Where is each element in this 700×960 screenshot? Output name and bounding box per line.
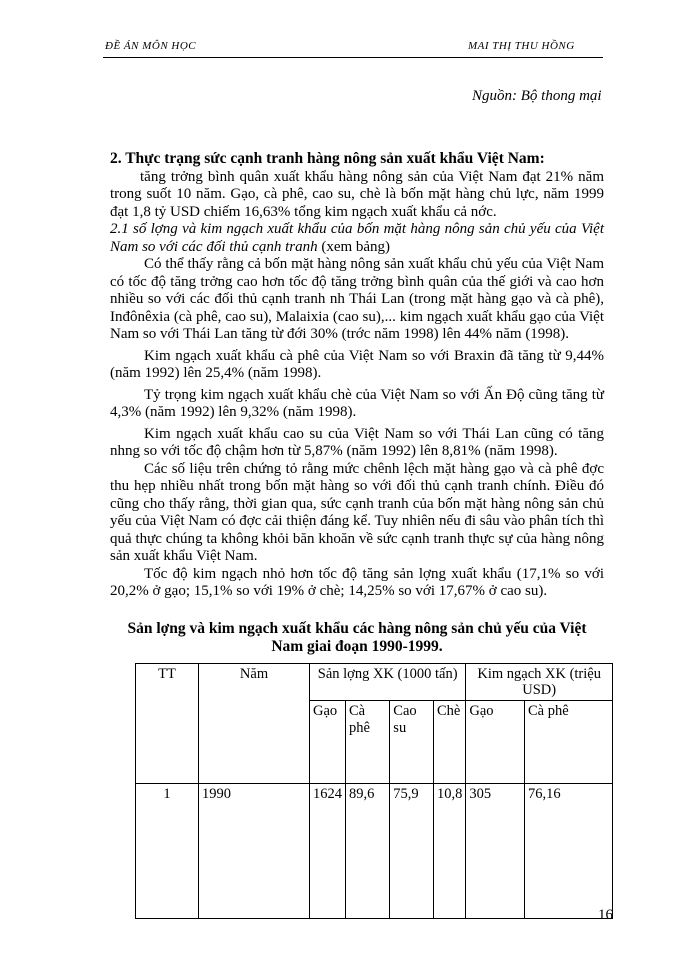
paragraph-growth-rate: Tốc độ kim ngạch nhỏ hơn tốc độ tăng sản lợng xuất khẩu (17,1% so với 20,2% ở gạo; 15,1% so với 19% ở chè; 14,25% so với 17,67% ở cao su). <box>110 565 604 599</box>
header-year: Năm <box>199 664 310 784</box>
cell-tt: 1 <box>136 784 199 919</box>
table-header-row <box>136 664 613 701</box>
cell-year: 1990 <box>199 784 310 919</box>
header-left-title: ĐỀ ÁN MÔN HỌC <box>105 40 197 52</box>
subheader-coffee-volume: Cà phê <box>346 701 390 784</box>
paragraph-growth: tăng trởng bình quân xuất khẩu hàng nông sản của Việt Nam đạt 21% năm trong suốt 10 năm. Gạo, cà phê, cao su, chè là bốn mặt hàng chủ lực, năm 1999 đạt 1,8 tỷ USD chiếm 16,63% tổng kim ngạch xuất khẩu cả nớc. <box>110 168 604 220</box>
table-row <box>136 784 613 919</box>
table-title: Sản lợng và kim ngạch xuất khẩu các hàng nông sản chủ yếu của Việt Nam giai đoạn 1990-1999. <box>127 620 587 655</box>
header-value-group: Kim ngạch XK (triệu USD) <box>466 664 613 701</box>
subheader-coffee-value: Cà phê <box>525 701 613 784</box>
paragraph-tea: Tỷ trọng kim ngạch xuất khẩu chè của Việt Nam so với Ấn Độ cũng tăng từ 4,3% (năm 1992) lên 9,32% (năm 1998). <box>110 386 604 420</box>
cell-rice-volume: 1624 <box>310 784 346 919</box>
source-note: Nguồn: Bộ thong mại <box>472 88 602 104</box>
header-tt: TT <box>136 664 199 784</box>
header-volume-group: Sản lợng XK (1000 tấn) <box>310 664 466 701</box>
paragraph-rubber: Kim ngạch xuất khẩu cao su của Việt Nam so với Thái Lan cũng có tăng nhng so với tốc độ chậm hơn từ 5,87% (năm 1992) lên 8,81% (năm 1998). <box>110 425 604 459</box>
subheader-tea-volume: Chè <box>433 701 465 784</box>
subheading: 2.1 số lợng và kim ngạch xuất khẩu của bốn mặt hàng nông sản chủ yếu của Việt Nam so với các đối thủ cạnh tranh <box>110 221 604 255</box>
subheader-rice-value: Gạo <box>466 701 525 784</box>
paragraph-analysis: Các số liệu trên chứng tỏ rằng mức chênh lệch mặt hàng gạo và cà phê đợc thu hẹp nhiều nhất trong bốn mặt hàng so với đối thủ cạnh tranh chính. Điều đó cũng cho thấy rằng, thời gian qua, sức cạnh tranh của bốn mặt hàng nông sản chủ yếu của Việt Nam có đợc cải thiện đáng kể. Tuy nhiên nếu đi sâu vào phân tích thì quả thực chúng ta không khỏi băn khoăn về sức cạnh tranh thực sự của hàng nông sản xuất khẩu Việt Nam. <box>110 460 604 564</box>
cell-tea-volume: 10,8 <box>433 784 465 919</box>
subheading-note: (xem bảng) <box>317 238 391 255</box>
section-heading: 2. Thực trạng sức cạnh tranh hàng nông sản xuất khẩu Việt Nam: <box>110 150 545 167</box>
paragraph-comparison: Có thể thấy rằng cả bốn mặt hàng nông sản xuất khẩu chủ yếu của Việt Nam có tốc độ tăng trởng cao hơn tốc độ tăng trởng bình quân của thế giới và cao hơn nhiều so với các đối thủ cạnh tranh nh Thái Lan (trong mặt hàng gạo và cà phê), Inđônêxia (cà phê, cao su), Malaixia (cao su),... kim ngạch xuất khẩu gạo của Việt Nam so với Thái Lan tăng từ đới 30% (trớc năm 1998) lên 44% năm (1998). <box>110 256 604 342</box>
page-number: 16 <box>598 907 613 923</box>
export-table <box>135 663 613 919</box>
subheader-rice-volume: Gạo <box>310 701 346 784</box>
cell-rice-value: 305 <box>466 784 525 919</box>
cell-coffee-value: 76,16 <box>525 784 613 919</box>
subheading-line <box>110 221 604 256</box>
header-divider <box>103 57 603 58</box>
section-body <box>110 150 604 601</box>
cell-rubber-volume: 75,9 <box>390 784 434 919</box>
subheader-rubber-volume: Cao su <box>390 701 434 784</box>
header-right-author: MAI THỊ THU HỒNG <box>468 40 575 52</box>
cell-coffee-volume: 89,6 <box>346 784 390 919</box>
paragraph-coffee: Kim ngạch xuất khẩu cà phê của Việt Nam so với Braxin đã tăng từ 9,44% (năm 1992) lên 25,4% (năm 1998). <box>110 347 604 381</box>
